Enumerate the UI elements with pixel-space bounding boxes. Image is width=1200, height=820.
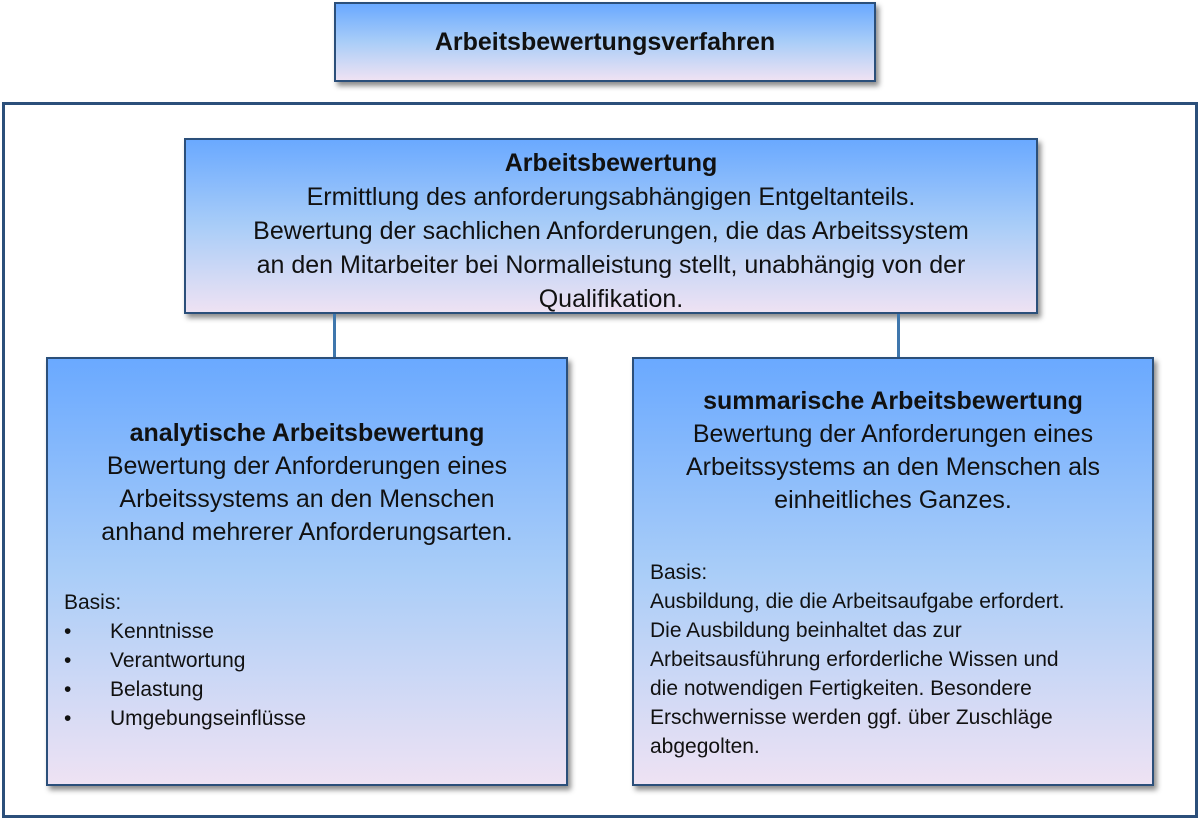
list-item — [64, 704, 306, 733]
list-item-text: Kenntnisse — [110, 620, 214, 643]
bullet-icon: • — [64, 649, 72, 672]
analytische-line-1: Bewertung der Anforderungen eines — [106, 452, 508, 480]
analytische-line-2: Arbeitssystems an den Menschen — [119, 485, 495, 513]
list-item-text: Verantwortung — [110, 649, 246, 672]
analytische-basis-list — [64, 617, 306, 733]
summarische-line-3: einheitliches Ganzes. — [774, 486, 1012, 514]
analytische-heading: analytische Arbeitsbewertung — [129, 419, 485, 447]
arbeitsbewertung-heading: Arbeitsbewertung — [504, 149, 718, 177]
list-item — [64, 646, 306, 675]
summarische-basis-line: abgegolten. — [650, 735, 760, 758]
arbeitsbewertung-box — [184, 138, 1038, 314]
summarische-basis-line: die notwendigen Fertigkeiten. Besondere — [650, 677, 1032, 700]
analytische-basis — [64, 588, 306, 733]
analytische-box — [46, 357, 568, 786]
arbeitsbewertung-line-2: Bewertung der sachlichen Anforderungen, die das Arbeitssystem — [253, 217, 969, 245]
list-item-text: Belastung — [110, 678, 204, 701]
summarische-basis-line: Erschwernisse werden ggf. über Zuschläge — [650, 706, 1053, 729]
bullet-icon: • — [64, 707, 72, 730]
analytische-line-3: anhand mehrerer Anforderungsarten. — [101, 518, 513, 546]
summarische-basis — [650, 558, 1140, 761]
list-item — [64, 675, 306, 704]
bullet-icon: • — [64, 678, 72, 701]
diagram-title: Arbeitsbewertungsverfahren — [434, 27, 776, 56]
bullet-icon: • — [64, 620, 72, 643]
analytische-header — [48, 417, 566, 549]
list-item-text: Umgebungseinflüsse — [110, 707, 307, 730]
summarische-basis-line: Arbeitsausführung erforderliche Wissen und — [650, 648, 1059, 671]
summarische-header — [634, 385, 1152, 517]
arbeitsbewertung-line-3: an den Mitarbeiter bei Normalleistung stellt, unabhängig von der — [256, 251, 966, 279]
summarische-line-1: Bewertung der Anforderungen eines — [692, 420, 1094, 448]
list-item — [64, 617, 306, 646]
summarische-basis-label: Basis: — [650, 561, 708, 584]
connector-left — [333, 314, 336, 357]
arbeitsbewertung-line-1: Ermittlung des anforderungsabhängigen Entgeltanteils. — [306, 183, 916, 211]
diagram-title-box — [334, 2, 876, 82]
summarische-basis-line: Ausbildung, die die Arbeitsaufgabe erfordert. — [650, 590, 1065, 613]
summarische-line-2: Arbeitssystems an den Menschen als — [685, 453, 1101, 481]
connector-right — [897, 314, 900, 357]
analytische-basis-label: Basis: — [64, 591, 122, 614]
arbeitsbewertung-line-4: Qualifikation. — [538, 285, 684, 313]
summarische-box — [632, 357, 1154, 786]
summarische-basis-line: Die Ausbildung beinhaltet das zur — [650, 619, 962, 642]
summarische-heading: summarische Arbeitsbewertung — [703, 387, 1083, 415]
